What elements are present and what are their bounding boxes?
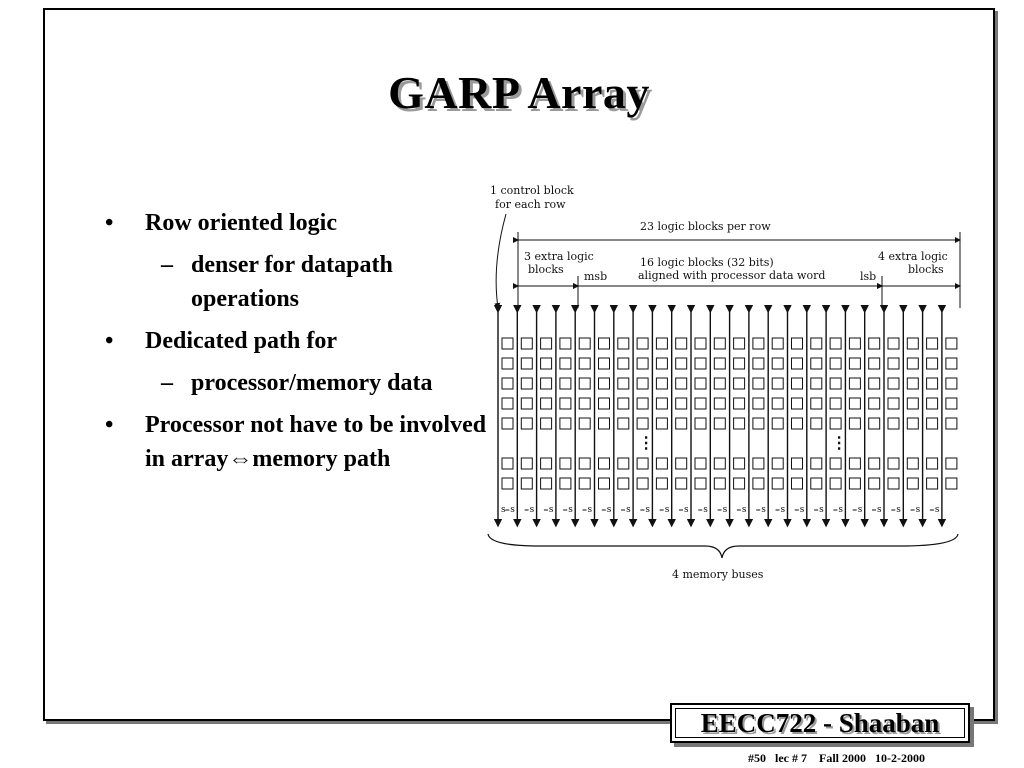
logic-block — [792, 338, 803, 349]
logic-block — [502, 458, 513, 469]
logic-block — [830, 338, 841, 349]
logic-block — [714, 478, 725, 489]
switch-label: s — [501, 505, 506, 515]
logic-block — [714, 358, 725, 369]
extra-left-label-line2: blocks — [528, 263, 564, 276]
bullet-list — [103, 206, 503, 484]
control-block-label-line2: for each row — [495, 198, 566, 211]
logic-block — [734, 358, 745, 369]
logic-block — [849, 398, 860, 409]
logic-block — [830, 418, 841, 429]
logic-block — [541, 478, 552, 489]
logic-block — [772, 398, 783, 409]
logic-block — [579, 358, 590, 369]
logic-block — [521, 478, 532, 489]
switch-label: s — [934, 505, 940, 515]
double-arrow-icon: ⇔ — [228, 446, 253, 472]
bullet-mark: • — [105, 210, 114, 236]
logic-block — [888, 338, 899, 349]
logic-block — [676, 418, 687, 429]
row-ellipsis: ⋮ — [638, 433, 655, 452]
logic-block — [849, 478, 860, 489]
switch-label: s — [703, 505, 708, 515]
logic-block — [869, 478, 880, 489]
logic-block — [637, 378, 648, 389]
logic-block — [849, 378, 860, 389]
logic-block — [753, 478, 764, 489]
logic-block — [560, 418, 571, 429]
row-ellipsis: ⋮ — [831, 433, 848, 452]
logic-block — [637, 458, 648, 469]
sub-bullet-text: processor/memory data — [191, 370, 433, 396]
logic-block — [637, 398, 648, 409]
logic-block — [579, 478, 590, 489]
logic-block — [502, 338, 513, 349]
logic-block — [734, 378, 745, 389]
control-block-label-line1: 1 control block — [490, 184, 574, 197]
logic-block — [946, 478, 957, 489]
logic-block — [869, 358, 880, 369]
logic-block — [695, 458, 706, 469]
switch-label: s — [722, 505, 728, 515]
switch-label: s — [510, 505, 515, 515]
sub-bullet-mark: – — [161, 370, 173, 396]
logic-block — [695, 358, 706, 369]
logic-block — [560, 338, 571, 349]
logic-block — [772, 378, 783, 389]
course-label-box — [670, 703, 970, 743]
logic-block — [946, 458, 957, 469]
logic-block — [656, 358, 667, 369]
middle-label-line2: aligned with processor data word — [638, 269, 826, 282]
logic-block — [772, 358, 783, 369]
msb-label: msb — [584, 270, 608, 283]
logic-block — [734, 398, 745, 409]
memory-buses-label: 4 memory buses — [672, 568, 764, 581]
logic-block — [637, 418, 648, 429]
logic-block — [946, 378, 957, 389]
logic-block — [792, 358, 803, 369]
logic-block — [772, 458, 783, 469]
logic-block — [541, 418, 552, 429]
logic-block — [521, 458, 532, 469]
logic-block — [560, 398, 571, 409]
logic-block — [541, 338, 552, 349]
logic-block — [599, 378, 610, 389]
switch-label: s — [857, 505, 863, 515]
logic-block — [502, 478, 513, 489]
logic-block — [656, 458, 667, 469]
logic-block — [811, 478, 822, 489]
logic-block — [502, 358, 513, 369]
switch-label: s — [626, 505, 631, 515]
switch-label: s — [877, 505, 882, 515]
logic-block — [656, 338, 667, 349]
logic-block — [734, 478, 745, 489]
logic-block — [599, 338, 610, 349]
switch-label: s — [819, 505, 824, 515]
logic-block — [676, 358, 687, 369]
logic-block — [695, 418, 706, 429]
logic-block — [869, 398, 880, 409]
logic-block — [927, 478, 938, 489]
logic-block — [579, 338, 590, 349]
logic-block — [888, 458, 899, 469]
bullet-text: Row oriented logic — [145, 210, 337, 236]
logic-block — [560, 358, 571, 369]
logic-block — [907, 418, 918, 429]
logic-block — [888, 378, 899, 389]
logic-block — [734, 418, 745, 429]
logic-block — [888, 478, 899, 489]
switch-label: s — [548, 505, 554, 515]
control-block-arrow — [496, 214, 506, 308]
per-row-label: 23 logic blocks per row — [640, 220, 771, 233]
switch-label: s — [761, 505, 766, 515]
logic-block — [695, 338, 706, 349]
extra-left-label-line1: 3 extra logic — [524, 250, 594, 263]
logic-block — [811, 398, 822, 409]
logic-block — [753, 398, 764, 409]
logic-block — [599, 458, 610, 469]
middle-label-line1: 16 logic blocks (32 bits) — [640, 256, 774, 269]
logic-block — [502, 398, 513, 409]
logic-block — [560, 458, 571, 469]
logic-block — [502, 378, 513, 389]
logic-block — [676, 398, 687, 409]
logic-block — [618, 478, 629, 489]
memory-buses-brace — [488, 534, 958, 558]
switch-label: s — [664, 505, 670, 515]
logic-block — [811, 418, 822, 429]
logic-block — [676, 478, 687, 489]
logic-block — [695, 478, 706, 489]
logic-block — [927, 458, 938, 469]
sub-bullet-mark: – — [161, 252, 173, 278]
logic-block — [541, 398, 552, 409]
switch-label: s — [684, 505, 689, 515]
logic-block — [811, 458, 822, 469]
logic-block — [927, 338, 938, 349]
logic-block — [792, 398, 803, 409]
logic-block — [772, 478, 783, 489]
logic-block — [792, 478, 803, 489]
switch-label: s — [741, 505, 747, 515]
sub-bullet-text: denser for datapath operations — [191, 252, 393, 312]
sub-bullet-item — [103, 248, 503, 316]
logic-block — [656, 478, 667, 489]
bullet-mark: • — [105, 412, 114, 438]
logic-block — [946, 418, 957, 429]
logic-block — [946, 338, 957, 349]
logic-block — [676, 458, 687, 469]
logic-block — [618, 458, 629, 469]
logic-block — [656, 418, 667, 429]
logic-block — [888, 358, 899, 369]
logic-block — [637, 338, 648, 349]
logic-block — [560, 478, 571, 489]
logic-block — [618, 358, 629, 369]
logic-block — [521, 378, 532, 389]
logic-block — [656, 378, 667, 389]
logic-block — [849, 418, 860, 429]
logic-block — [927, 398, 938, 409]
logic-block — [811, 338, 822, 349]
logic-block — [946, 398, 957, 409]
logic-block — [907, 378, 918, 389]
logic-block — [907, 478, 918, 489]
logic-block — [618, 418, 629, 429]
logic-block — [676, 338, 687, 349]
logic-block — [753, 458, 764, 469]
switch-label: s — [529, 505, 535, 515]
sub-bullet-item — [103, 366, 503, 400]
slide-title: GARP Array — [388, 67, 650, 118]
logic-block — [714, 458, 725, 469]
logic-block — [714, 398, 725, 409]
logic-block — [792, 378, 803, 389]
logic-block — [521, 398, 532, 409]
logic-block — [521, 358, 532, 369]
logic-block — [888, 418, 899, 429]
logic-block — [637, 358, 648, 369]
logic-block — [579, 378, 590, 389]
garp-array-diagram — [480, 180, 970, 590]
logic-block — [811, 358, 822, 369]
logic-block — [772, 418, 783, 429]
logic-block — [869, 458, 880, 469]
logic-block — [792, 458, 803, 469]
logic-block — [830, 398, 841, 409]
logic-block — [618, 378, 629, 389]
logic-block — [599, 418, 610, 429]
logic-block — [753, 358, 764, 369]
logic-block — [714, 378, 725, 389]
switch-label: s — [915, 505, 921, 515]
logic-block — [695, 398, 706, 409]
bullet-text: Dedicated path for — [145, 328, 337, 354]
logic-block — [541, 378, 552, 389]
logic-block — [792, 418, 803, 429]
logic-block — [869, 418, 880, 429]
logic-block — [599, 478, 610, 489]
switch-label: s — [568, 505, 573, 515]
switch-label: s — [645, 505, 651, 515]
logic-block — [734, 458, 745, 469]
bullet-item — [103, 206, 503, 240]
logic-block — [888, 398, 899, 409]
logic-block — [714, 418, 725, 429]
switch-label: s — [896, 505, 901, 515]
logic-block — [541, 458, 552, 469]
bullet-text-after: memory path — [252, 446, 391, 472]
logic-block — [907, 358, 918, 369]
logic-block — [907, 458, 918, 469]
logic-block — [849, 458, 860, 469]
bullet-item — [103, 408, 503, 476]
logic-block — [734, 338, 745, 349]
logic-block — [676, 378, 687, 389]
logic-block — [927, 378, 938, 389]
logic-block — [521, 418, 532, 429]
logic-block — [907, 338, 918, 349]
logic-block — [637, 478, 648, 489]
switch-label: s — [799, 505, 805, 515]
bullet-text-before: Processor not have to be involved in array — [145, 412, 487, 472]
switch-label: s — [606, 505, 612, 515]
logic-block — [618, 398, 629, 409]
extra-right-label-line2: blocks — [908, 263, 944, 276]
logic-block — [656, 398, 667, 409]
logic-block — [714, 338, 725, 349]
switch-label: s — [838, 505, 844, 515]
logic-block — [579, 398, 590, 409]
logic-block — [579, 418, 590, 429]
extra-right-label-line1: 4 extra logic — [878, 250, 948, 263]
logic-block — [521, 338, 532, 349]
logic-block — [907, 398, 918, 409]
switch-label: s — [587, 505, 593, 515]
logic-block — [830, 378, 841, 389]
logic-block — [869, 378, 880, 389]
logic-block — [927, 418, 938, 429]
logic-block — [695, 378, 706, 389]
logic-block — [753, 378, 764, 389]
logic-block — [579, 458, 590, 469]
logic-block — [502, 418, 513, 429]
course-label: EECC722 - Shaaban — [700, 707, 940, 738]
logic-block — [830, 358, 841, 369]
bullet-item — [103, 324, 503, 358]
logic-block — [830, 478, 841, 489]
logic-block — [946, 358, 957, 369]
logic-block — [618, 338, 629, 349]
logic-block — [599, 398, 610, 409]
switch-label: s — [780, 505, 786, 515]
logic-block — [560, 378, 571, 389]
logic-block — [772, 338, 783, 349]
logic-block — [811, 378, 822, 389]
lsb-label: lsb — [860, 270, 877, 283]
logic-block — [753, 338, 764, 349]
logic-block — [869, 338, 880, 349]
logic-block — [849, 358, 860, 369]
logic-block — [541, 358, 552, 369]
logic-block-array — [498, 312, 957, 526]
logic-block — [927, 358, 938, 369]
logic-block — [599, 358, 610, 369]
logic-block — [849, 338, 860, 349]
logic-block — [753, 418, 764, 429]
bullet-mark: • — [105, 328, 114, 354]
footer-note: #50 lec # 7 Fall 2000 10-2-2000 — [748, 751, 925, 765]
logic-block — [830, 458, 841, 469]
